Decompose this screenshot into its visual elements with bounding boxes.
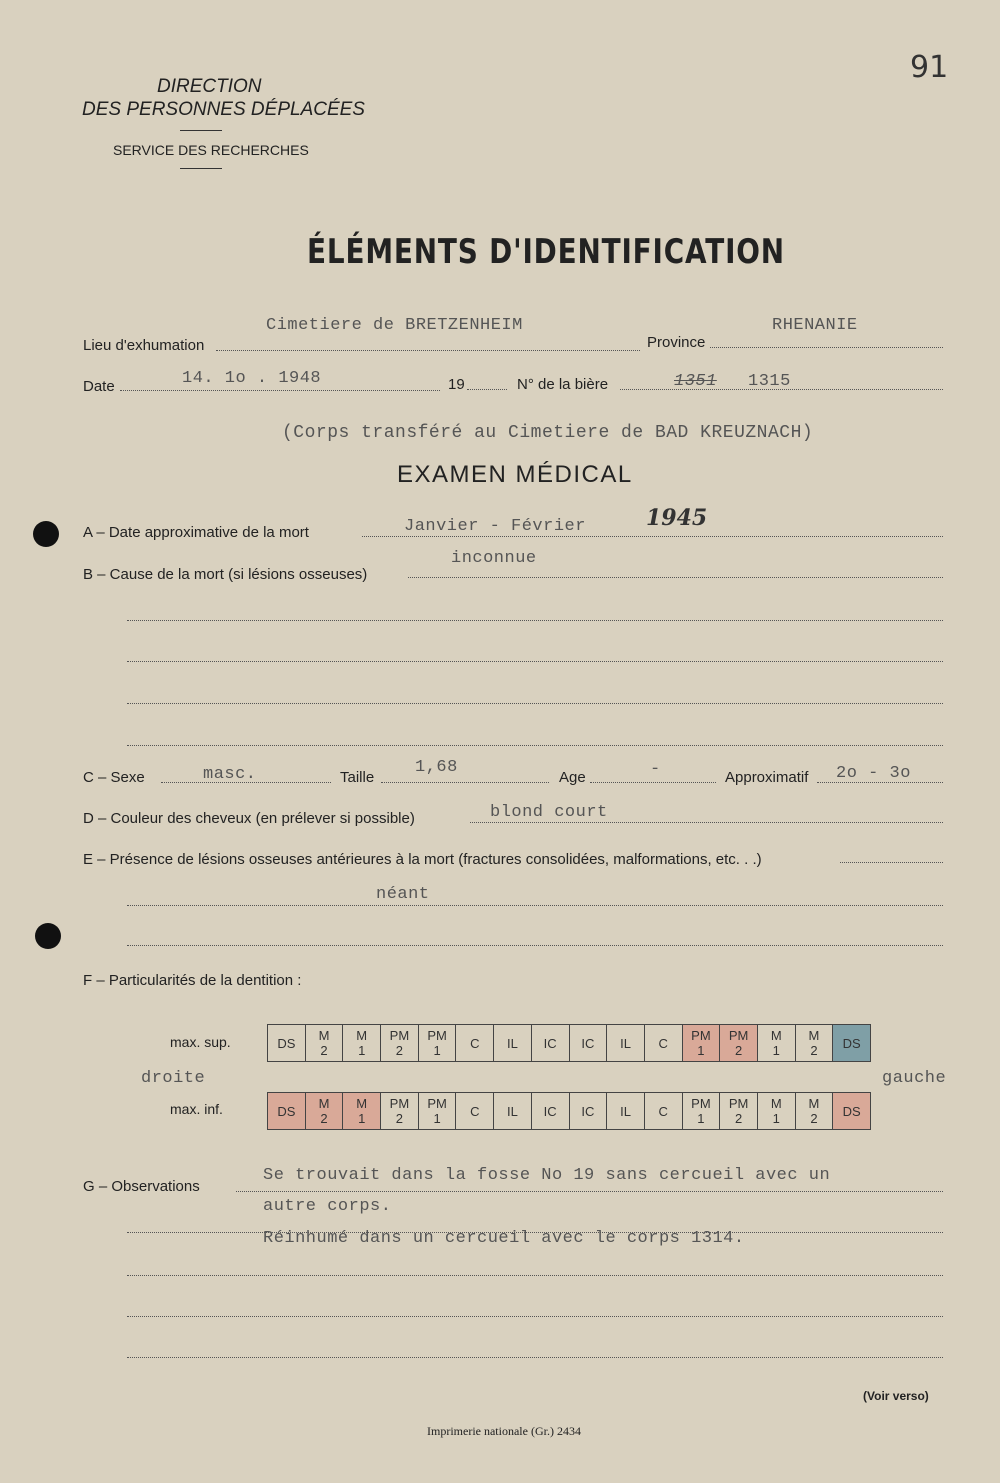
lieu-label: Lieu d'exhumation <box>83 337 205 354</box>
lieu-dots <box>216 350 640 351</box>
field-g-label: G – Observations <box>83 1178 200 1195</box>
tooth-cell <box>343 1025 381 1062</box>
tooth-cell <box>381 1093 419 1130</box>
dentition-right-side: gauche <box>882 1069 947 1088</box>
taille-dots <box>381 782 549 783</box>
tooth-number: 2 <box>320 1111 328 1126</box>
field-g-line-5-dots <box>127 1316 943 1317</box>
tooth-cell <box>644 1093 682 1130</box>
field-b-value: inconnue <box>451 549 537 568</box>
tooth-cell <box>757 1093 795 1130</box>
dentition-left-side: droite <box>141 1069 206 1088</box>
tooth-cell <box>418 1093 456 1130</box>
field-g-line-2: autre corps. <box>263 1197 392 1216</box>
tooth-type: DS <box>277 1103 296 1119</box>
date-dots <box>120 390 440 391</box>
field-f-label: F – Particularités de la dentition : <box>83 972 302 989</box>
tooth-type: C <box>658 1035 668 1051</box>
tooth-type: M <box>770 1096 782 1111</box>
tooth-number: 2 <box>395 1043 404 1058</box>
tooth-type: PM <box>728 1028 749 1043</box>
tooth-type: M <box>770 1028 782 1043</box>
field-a-dots <box>362 536 943 537</box>
page-title: ÉLÉMENTS D'IDENTIFICATION <box>307 232 785 272</box>
tooth-type: M <box>356 1096 368 1111</box>
tooth-type: PM <box>427 1028 447 1043</box>
tooth-cell <box>343 1093 381 1130</box>
tooth-cell <box>305 1025 343 1062</box>
lieu-value: Cimetiere de BRETZENHEIM <box>266 316 523 335</box>
tooth-number: 1 <box>433 1111 441 1126</box>
tooth-type: IL <box>620 1103 631 1119</box>
tooth-number: 1 <box>697 1111 705 1126</box>
field-c-sexe-value: masc. <box>203 765 257 784</box>
field-c-taille-label: Taille <box>340 769 375 786</box>
tooth-cell <box>456 1025 494 1062</box>
field-g-line-3: Réinhumé dans un cercueil avec le corps 1314. <box>263 1229 745 1248</box>
tooth-type: IL <box>620 1035 631 1051</box>
field-d-label: D – Couleur des cheveux (en prélever si possible) <box>83 810 415 827</box>
tooth-cell <box>268 1093 306 1130</box>
printer-line: Imprimerie nationale (Gr.) 2434 <box>427 1424 581 1438</box>
field-g-line-4-dots <box>127 1275 943 1276</box>
field-b-line-3 <box>127 661 943 662</box>
tooth-number: 1 <box>358 1111 366 1126</box>
tooth-cell <box>531 1093 569 1130</box>
tooth-type: PM <box>389 1096 410 1111</box>
tooth-type: DS <box>842 1035 861 1051</box>
tooth-number: 1 <box>772 1111 780 1126</box>
province-dots <box>710 347 943 348</box>
field-b-label: B – Cause de la mort (si lésions osseuses) <box>83 566 368 583</box>
field-e-line-2 <box>127 905 943 906</box>
punch-hole-top <box>33 521 59 547</box>
tooth-number: 2 <box>734 1043 743 1058</box>
tooth-type: DS <box>842 1103 861 1119</box>
biere-value: 1315 <box>748 372 791 391</box>
field-a-label: A – Date approximative de la mort <box>83 524 309 541</box>
biere-struck-value: 1351 <box>674 372 717 391</box>
tooth-type: PM <box>427 1096 447 1111</box>
tooth-cell <box>833 1025 871 1062</box>
field-c-approx-label: Approximatif <box>725 769 809 786</box>
field-e-line-3 <box>127 945 943 946</box>
field-d-dots <box>470 822 943 823</box>
dentition-sup-label: max. sup. <box>170 1034 231 1050</box>
date-label: Date <box>83 378 115 395</box>
page-number: 91 <box>910 50 949 85</box>
tooth-type: PM <box>691 1096 711 1111</box>
field-e-dots <box>840 862 943 863</box>
tooth-number: 2 <box>320 1043 328 1058</box>
field-g-line-1: Se trouvait dans la fosse No 19 sans cercueil avec un <box>263 1166 831 1185</box>
tooth-cell <box>644 1025 682 1062</box>
tooth-number: 1 <box>358 1043 366 1058</box>
tooth-number: 2 <box>810 1111 818 1126</box>
tooth-number: 2 <box>734 1111 743 1126</box>
tooth-type: C <box>470 1035 480 1051</box>
tooth-type: IL <box>507 1035 518 1051</box>
tooth-cell <box>494 1025 532 1062</box>
tooth-type: IC <box>543 1035 557 1051</box>
tooth-cell <box>682 1025 720 1062</box>
transfer-note: (Corps transféré au Cimetiere de BAD KREUZNACH) <box>282 423 814 443</box>
tooth-number: 2 <box>810 1043 818 1058</box>
biere-label: N° de la bière <box>517 376 609 393</box>
tooth-cell <box>607 1093 645 1130</box>
tooth-cell <box>531 1025 569 1062</box>
punch-hole-bottom <box>35 923 61 949</box>
province-label: Province <box>647 334 706 351</box>
dentition-inf-label: max. inf. <box>170 1101 223 1117</box>
field-b-dots <box>408 577 943 578</box>
tooth-type: PM <box>691 1028 711 1043</box>
field-a-value: Janvier - Février <box>404 517 586 536</box>
year-dots <box>467 389 507 390</box>
tooth-cell <box>381 1025 419 1062</box>
tooth-cell <box>833 1093 871 1130</box>
header-rule-2 <box>180 168 222 169</box>
tooth-type: IC <box>581 1035 595 1051</box>
tooth-number: 2 <box>395 1111 404 1126</box>
tooth-type: PM <box>728 1096 749 1111</box>
field-a-handwritten: 1945 <box>646 505 708 531</box>
tooth-cell <box>305 1093 343 1130</box>
field-g-line-6-dots <box>127 1357 943 1358</box>
tooth-type: PM <box>389 1028 410 1043</box>
field-c-sexe-label: C – Sexe <box>83 769 145 786</box>
tooth-cell <box>757 1025 795 1062</box>
section-title: EXAMEN MÉDICAL <box>397 461 633 488</box>
field-e-value: néant <box>376 885 430 904</box>
field-b-line-2 <box>127 620 943 621</box>
date-value: 14. 1o . 1948 <box>182 369 322 388</box>
header-rule-1 <box>180 130 222 131</box>
tooth-type: IL <box>507 1103 518 1119</box>
date-year-prefix: 19 <box>448 376 465 393</box>
header-direction: DIRECTION <box>157 76 262 97</box>
field-b-line-4 <box>127 703 943 704</box>
tooth-type: IC <box>543 1103 557 1119</box>
tooth-type: M <box>808 1096 820 1111</box>
field-c-taille-value: 1,68 <box>415 758 458 777</box>
tooth-type: M <box>808 1028 820 1043</box>
tooth-cell <box>720 1093 758 1130</box>
voir-verso: (Voir verso) <box>863 1389 929 1403</box>
tooth-type: C <box>470 1103 480 1119</box>
province-value: RHENANIE <box>772 316 858 335</box>
tooth-cell <box>720 1025 758 1062</box>
field-g-dots <box>236 1191 943 1192</box>
field-d-value: blond court <box>490 803 608 822</box>
header-personnes: DES PERSONNES DÉPLACÉES <box>82 99 365 120</box>
dentition-sup-grid <box>267 1024 871 1062</box>
tooth-type: M <box>356 1028 368 1043</box>
tooth-cell <box>268 1025 306 1062</box>
tooth-cell <box>418 1025 456 1062</box>
age-dots <box>590 782 716 783</box>
tooth-cell <box>569 1025 607 1062</box>
tooth-cell <box>795 1025 833 1062</box>
tooth-cell <box>494 1093 532 1130</box>
tooth-cell <box>682 1093 720 1130</box>
header-service: SERVICE DES RECHERCHES <box>113 142 309 158</box>
tooth-number: 1 <box>433 1043 441 1058</box>
tooth-type: M <box>318 1096 330 1111</box>
field-b-line-5 <box>127 745 943 746</box>
tooth-cell <box>456 1093 494 1130</box>
tooth-number: 1 <box>772 1043 780 1058</box>
tooth-cell <box>569 1093 607 1130</box>
tooth-cell <box>795 1093 833 1130</box>
tooth-type: M <box>318 1028 330 1043</box>
field-c-age-value: - <box>650 760 661 779</box>
tooth-type: C <box>658 1103 668 1119</box>
tooth-cell <box>607 1025 645 1062</box>
field-e-label: E – Présence de lésions osseuses antérieures à la mort (fractures consolidées, malformations, etc. . .) <box>83 851 762 868</box>
field-c-age-label: Age <box>559 769 586 786</box>
field-c-approx-value: 2o - 3o <box>836 764 911 783</box>
tooth-number: 1 <box>697 1043 705 1058</box>
tooth-type: IC <box>581 1103 595 1119</box>
tooth-type: DS <box>277 1035 296 1051</box>
dentition-inf-grid <box>267 1092 871 1130</box>
